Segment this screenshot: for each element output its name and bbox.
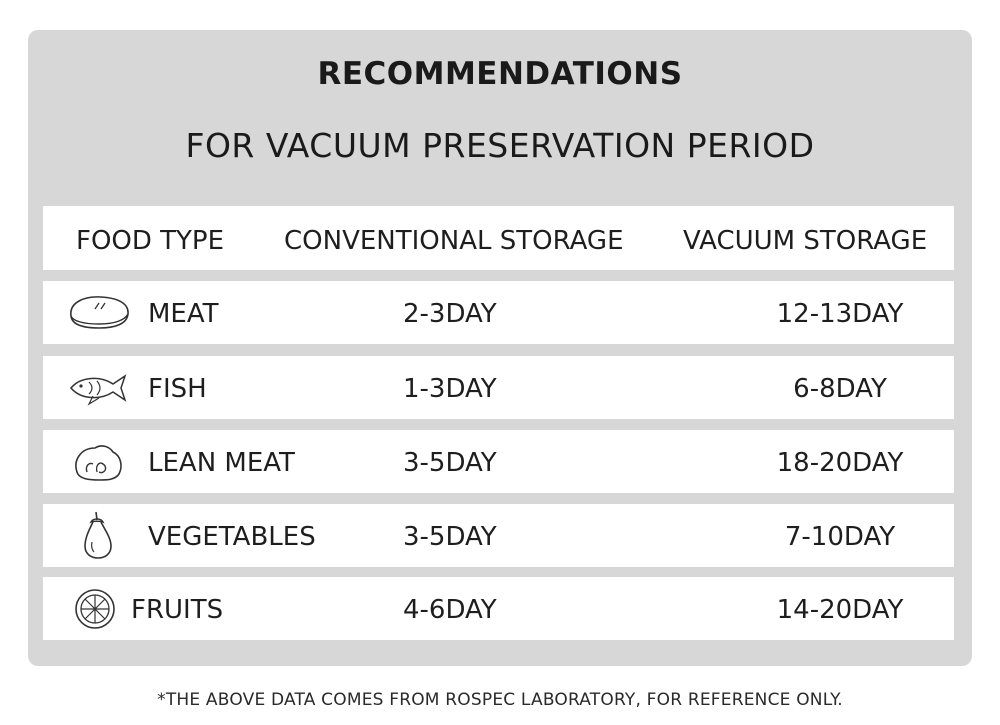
vacuum-value: 6-8DAY	[793, 374, 887, 404]
page-title: RECOMMENDATIONS	[317, 56, 683, 92]
header-conventional-storage: CONVENTIONAL STORAGE	[284, 226, 624, 256]
header-vacuum-storage: VACUUM STORAGE	[683, 226, 928, 256]
conventional-value: 2-3DAY	[403, 299, 497, 329]
citrus-slice-icon	[73, 587, 117, 631]
header-food-type: FOOD TYPE	[76, 226, 225, 256]
conventional-value: 4-6DAY	[403, 595, 497, 625]
vacuum-value: 7-10DAY	[784, 522, 896, 552]
table-row	[43, 577, 954, 640]
steak-icon	[65, 294, 133, 332]
lean-meat-icon	[71, 442, 125, 484]
table-row	[43, 430, 954, 493]
vacuum-value: 18-20DAY	[776, 448, 904, 478]
table-row	[43, 504, 954, 567]
fish-icon	[67, 372, 129, 406]
vacuum-value: 14-20DAY	[776, 595, 904, 625]
eggplant-icon	[81, 508, 115, 562]
conventional-value: 1-3DAY	[403, 374, 497, 404]
conventional-value: 3-5DAY	[403, 448, 497, 478]
footnote: *THE ABOVE DATA COMES FROM ROSPEC LABORATORY, FOR REFERENCE ONLY.	[157, 690, 843, 710]
table-header	[43, 206, 954, 270]
food-name: LEAN MEAT	[148, 448, 295, 478]
food-name: MEAT	[148, 299, 219, 329]
vacuum-value: 12-13DAY	[776, 299, 904, 329]
table-row	[43, 356, 954, 419]
food-name: FISH	[148, 374, 207, 404]
conventional-value: 3-5DAY	[403, 522, 497, 552]
food-name: FRUITS	[131, 595, 224, 625]
page-subtitle: FOR VACUUM PRESERVATION PERIOD	[185, 126, 815, 165]
food-name: VEGETABLES	[148, 522, 316, 552]
table-row	[43, 281, 954, 344]
